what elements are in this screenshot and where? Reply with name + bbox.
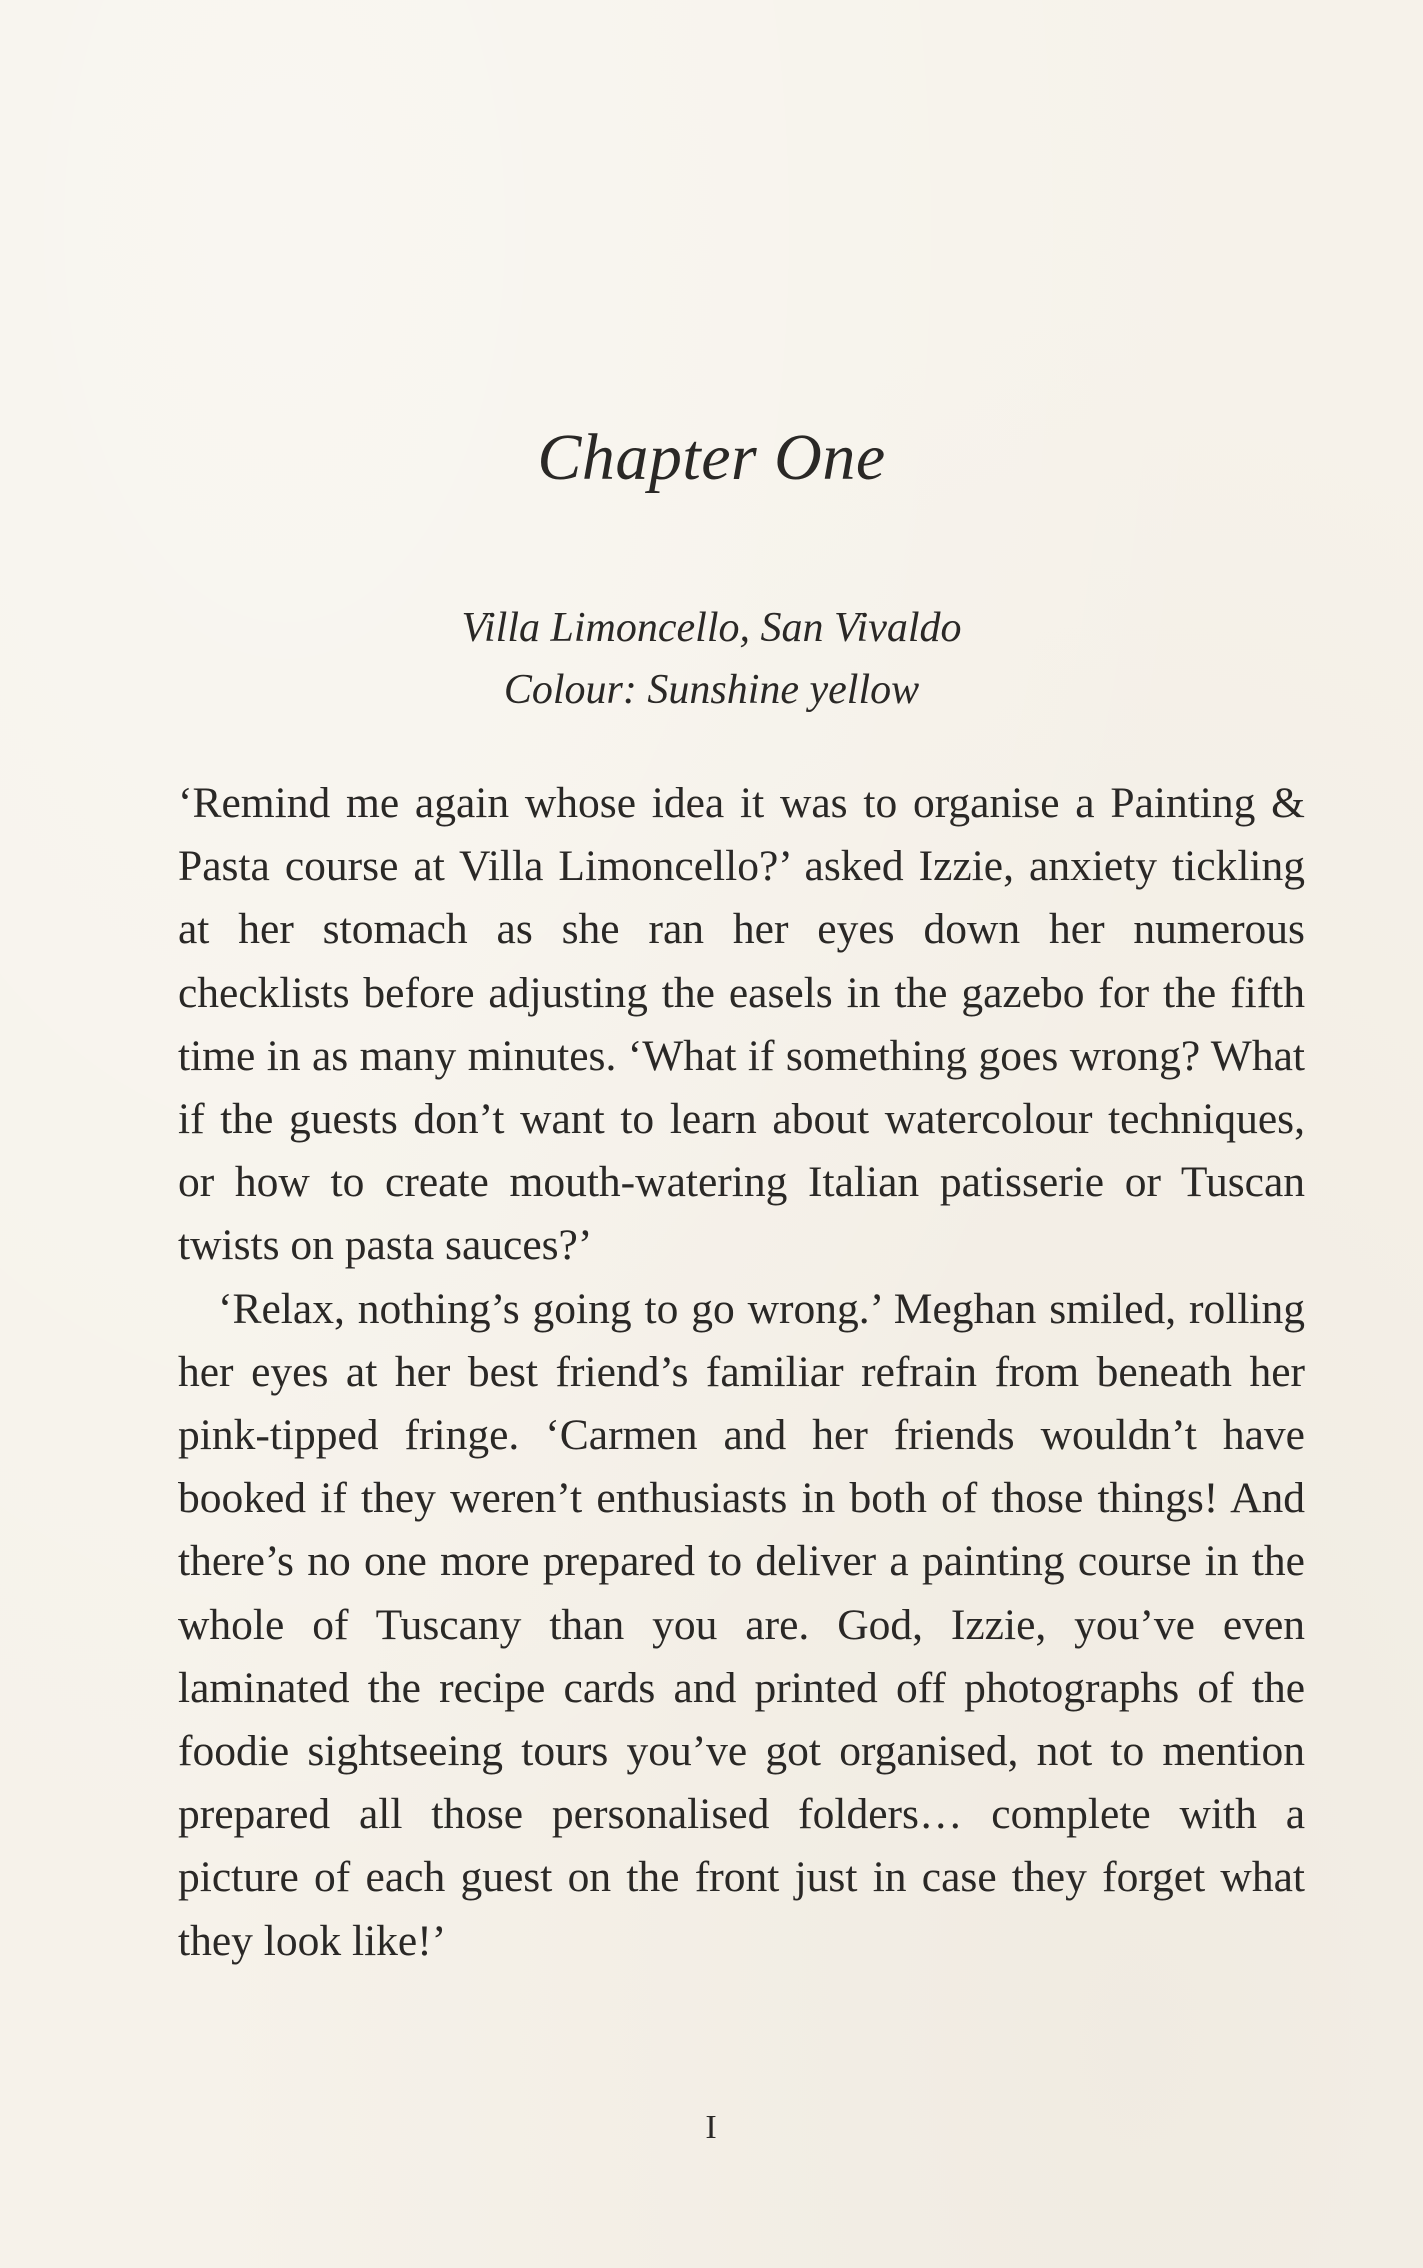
chapter-location: Villa Limoncello, San Vivaldo <box>461 605 962 651</box>
paragraph: ‘Relax, nothing’s going to go wrong.’ Meghan smiled, rolling her eyes at her best friend’s familiar refrain from beneath her pink-tipped fringe. ‘Carmen and her friends wouldn’t have booked if they weren’t enthusiasts in both of those things! And there’s no one more prepared to deliver a painting course in the whole of Tuscany than you are. God, Izzie, you’ve even laminated the recipe cards and printed off photographs of the foodie sightseeing tours you’ve got organised, not to mention prepared all those personalised folders… complete with a picture of each guest on the front just in case they forget what they look like!’ <box>178 1284 1305 1965</box>
chapter-title: Chapter One <box>537 421 886 494</box>
page-number: I <box>705 2109 718 2146</box>
paragraph: ‘Remind me again whose idea it was to organise a Painting & Pasta course at Villa Limoncello?’ asked Izzie, anxiety tickling at her stomach as she ran her eyes down her numerous checklists before adjusting the easels in the gazebo for the fifth time in as many minutes. ‘What if something goes wrong? What if the guests don’t want to learn about watercolour techniques, or how to create mouth-watering Italian patisserie or Tuscan twists on pasta sauces?’ <box>178 779 1305 1270</box>
chapter-body <box>178 772 1305 1973</box>
chapter-colour: Colour: Sunshine yellow <box>503 667 920 713</box>
